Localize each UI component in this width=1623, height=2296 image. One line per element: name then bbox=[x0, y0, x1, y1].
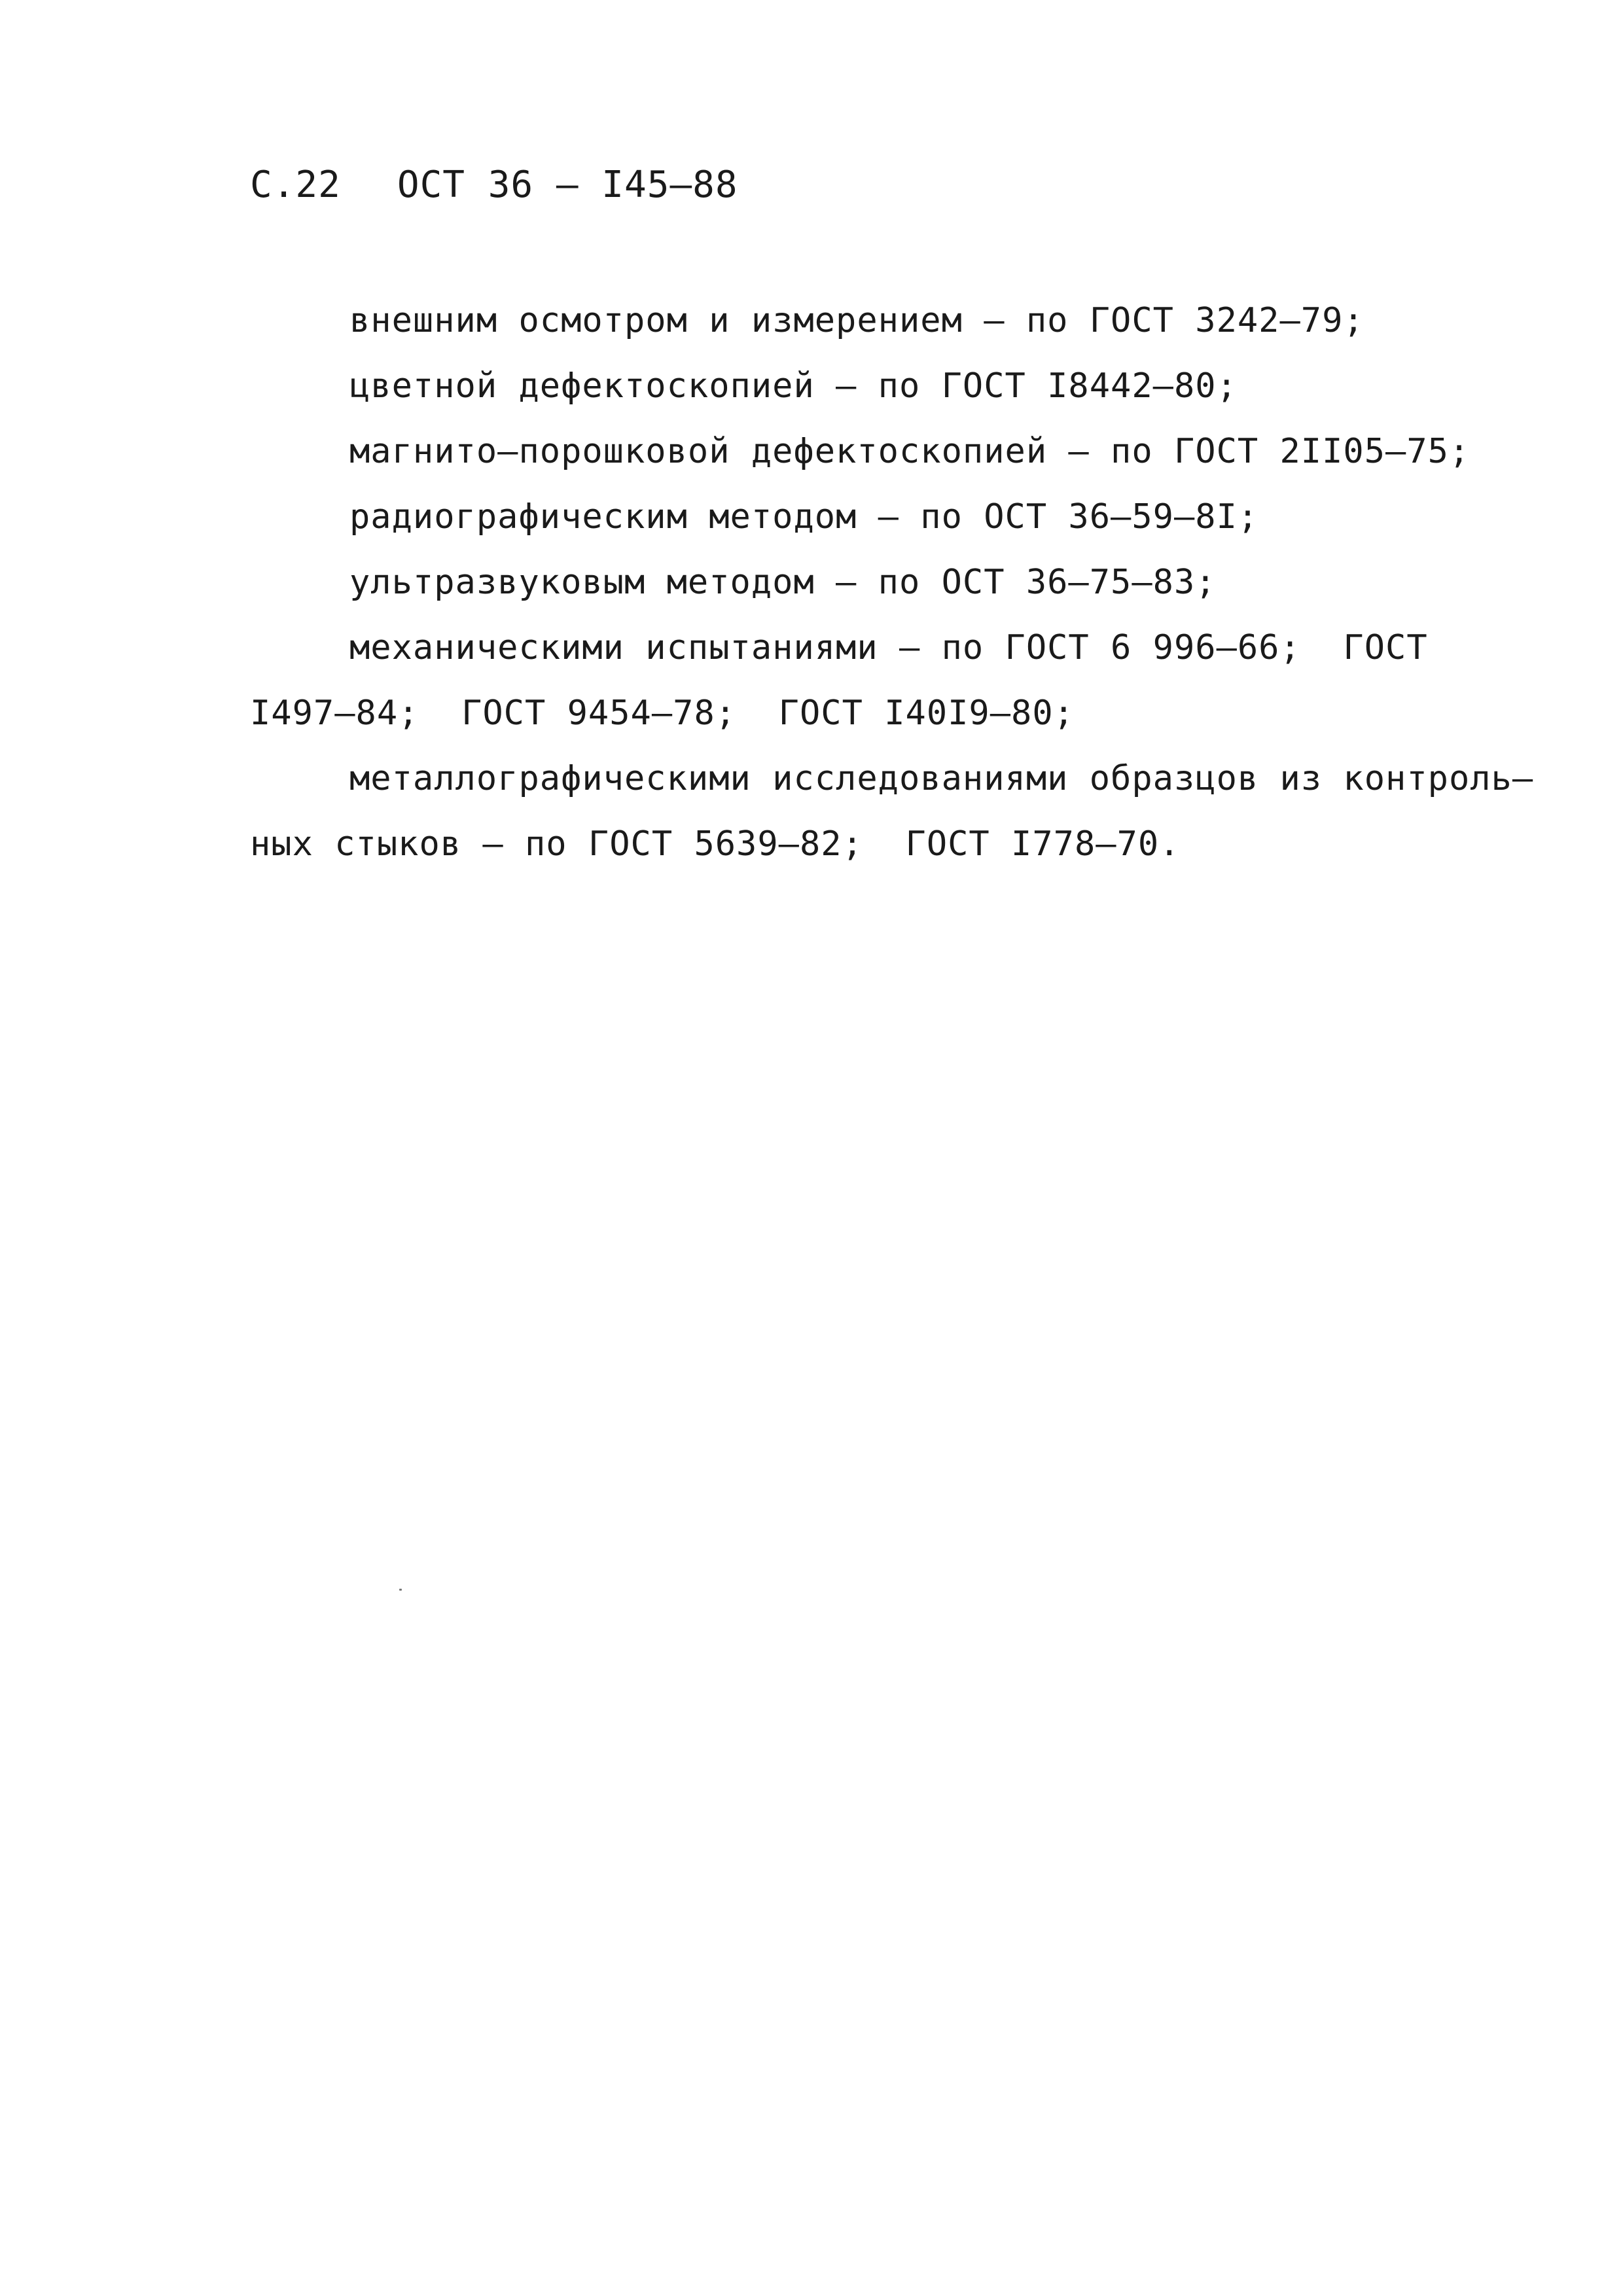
document-code: ОСТ 36 – I45–88 bbox=[397, 164, 738, 206]
text-line: I497–84; ГОСТ 9454–78; ГОСТ I40I9–80; bbox=[250, 694, 1075, 733]
text-line: ных стыков – по ГОСТ 5639–82; ГОСТ I778–70. bbox=[250, 824, 1181, 864]
body-text bbox=[250, 288, 1534, 877]
text-line: радиографическим методом – по ОСТ 36–59–8I; bbox=[349, 497, 1259, 537]
page-header bbox=[250, 162, 738, 208]
text-line: магнито–порошковой дефектоскопией – по ГОСТ 2II05–75; bbox=[349, 432, 1471, 471]
text-line: металлографическими исследованиями образцов из контроль– bbox=[349, 759, 1534, 798]
text-line: механическими испытаниями – по ГОСТ 6 996–66; ГОСТ bbox=[349, 628, 1428, 667]
text-line: ультразвуковым методом – по ОСТ 36–75–83; bbox=[349, 563, 1217, 602]
page-number: С.22 bbox=[250, 164, 341, 206]
text-line: внешним осмотром и измерением – по ГОСТ 3242–79; bbox=[349, 301, 1364, 340]
scan-speck bbox=[399, 1589, 402, 1591]
text-line: цветной дефектоскопией – по ГОСТ I8442–80; bbox=[349, 366, 1238, 406]
